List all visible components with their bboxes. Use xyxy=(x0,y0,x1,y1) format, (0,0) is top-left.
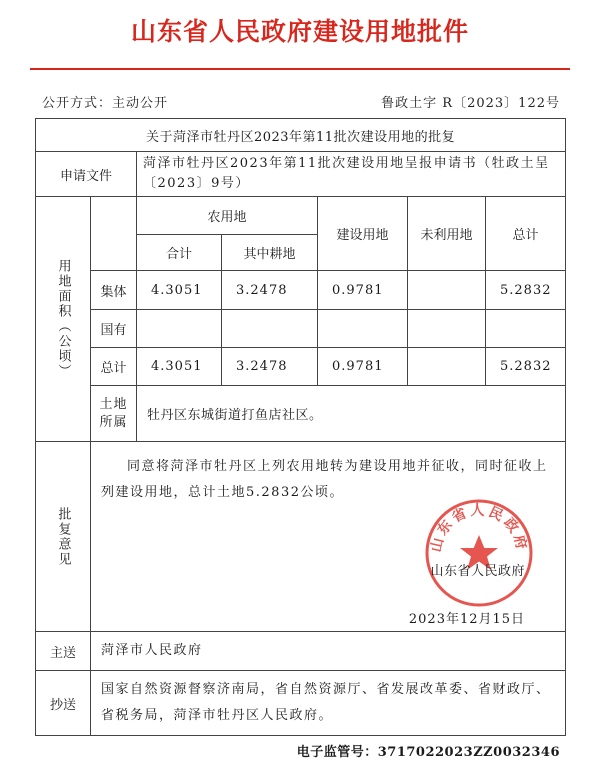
document-title: 山东省人民政府建设用地批件 xyxy=(130,17,469,46)
collective-total: 5.2832 xyxy=(486,271,566,310)
total-construction: 0.9781 xyxy=(318,348,408,386)
header-agricultural: 农用地 xyxy=(137,197,318,235)
svg-text:山东省人民政府: 山东省人民政府 xyxy=(428,503,530,554)
land-area-label-cell xyxy=(36,197,91,442)
ownership-label-1: 土地 xyxy=(99,396,128,412)
approval-label: 批复意见 xyxy=(55,506,71,567)
send-to-row xyxy=(36,632,566,671)
collective-subtotal: 4.3051 xyxy=(137,271,222,310)
subject-row xyxy=(36,119,566,152)
row-label-collective: 集体 xyxy=(91,271,137,310)
official-seal-icon xyxy=(423,497,535,609)
issue-date: 2023年12月15日 xyxy=(408,612,526,627)
ownership-label-cell xyxy=(91,386,137,442)
application-row xyxy=(36,152,566,197)
application-text: 菏泽市牡丹区2023年第11批次建设用地呈报申请书（牡政土呈〔2023〕9号） xyxy=(137,152,566,197)
approval-text: 同意将菏泽市牡丹区上列农用地转为建设用地并征收，同时征收上列建设用地，总计土地5.2832公顷。 xyxy=(101,459,548,500)
copy-to-text: 国家自然资源督察济南局，省自然资源厅、省发展改革委、省财政厅、省税务局，菏泽市牡丹区人民政府。 xyxy=(91,671,566,736)
approval-label-cell xyxy=(36,442,91,632)
land-area-label: 用地面积（公顷） xyxy=(55,259,71,379)
state-construction xyxy=(318,310,408,348)
header-unused: 未利用地 xyxy=(408,197,486,271)
header-arable: 其中耕地 xyxy=(222,235,318,271)
total-subtotal: 4.3051 xyxy=(137,348,222,386)
issuer-name: 山东省人民政府 xyxy=(430,564,526,579)
copy-to-label: 抄送 xyxy=(36,671,91,736)
table-row xyxy=(36,310,566,348)
header-total: 总计 xyxy=(486,197,566,271)
total-total: 5.2832 xyxy=(486,348,566,386)
header-construction: 建设用地 xyxy=(318,197,408,271)
collective-arable: 3.2478 xyxy=(222,271,318,310)
title-divider xyxy=(30,68,570,70)
ownership-row xyxy=(36,386,566,442)
approval-form-table xyxy=(35,118,566,736)
total-unused xyxy=(408,348,486,386)
ownership-label-2: 所属 xyxy=(99,414,128,430)
approval-opinion-cell xyxy=(91,442,566,632)
table-row xyxy=(36,348,566,386)
approval-subject: 关于菏泽市牡丹区2023年第11批次建设用地的批复 xyxy=(36,119,566,152)
collective-construction: 0.9781 xyxy=(318,271,408,310)
header-blank-cell xyxy=(91,197,137,271)
header-subtotal: 合计 xyxy=(137,235,222,271)
state-subtotal xyxy=(137,310,222,348)
ownership-value: 牡丹区东城街道打鱼店社区。 xyxy=(137,386,566,442)
application-label: 申请文件 xyxy=(36,152,137,197)
row-label-total: 总计 xyxy=(91,348,137,386)
e-supervision-number: 电子监管号：3717022023ZZ0032346 xyxy=(296,745,560,760)
copy-to-row xyxy=(36,671,566,736)
send-to-text: 菏泽市人民政府 xyxy=(91,632,566,671)
total-arable: 3.2478 xyxy=(222,348,318,386)
state-total xyxy=(486,310,566,348)
document-number: 鲁政土字 R〔2023〕122号 xyxy=(381,96,560,111)
disclosure-method: 公开方式：主动公开 xyxy=(42,96,169,111)
state-unused xyxy=(408,310,486,348)
approval-row xyxy=(36,442,566,632)
table-row xyxy=(36,271,566,310)
land-area-header-row xyxy=(36,197,566,235)
send-to-label: 主送 xyxy=(36,632,91,671)
state-arable xyxy=(222,310,318,348)
row-label-state-owned: 国有 xyxy=(91,310,137,348)
collective-unused xyxy=(408,271,486,310)
